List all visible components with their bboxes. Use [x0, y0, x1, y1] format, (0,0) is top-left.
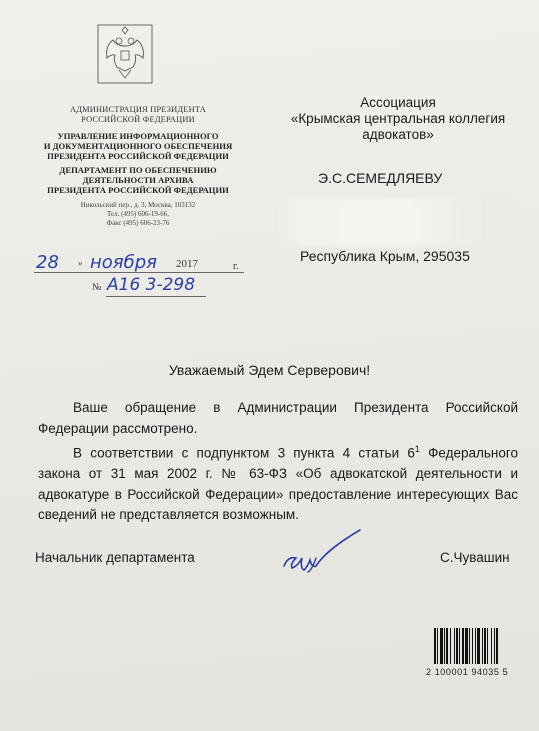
date-mark: »	[78, 258, 83, 268]
barcode-bar	[444, 628, 445, 664]
barcode-bar	[454, 628, 455, 664]
letter-body	[38, 398, 518, 526]
barcode-bar	[440, 628, 443, 664]
sender-dept-3: ПРЕЗИДЕНТА РОССИЙСКОЙ ФЕДЕРАЦИИ	[47, 151, 229, 161]
barcode-bar	[462, 628, 464, 664]
date-year-label: 2017	[176, 258, 198, 270]
barcode-bar	[434, 628, 436, 664]
date-underline	[34, 272, 244, 273]
addressee-region: Республика Крым, 295035	[300, 248, 470, 264]
sender-dept-2: И ДОКУМЕНТАЦИОННОГО ОБЕСПЕЧЕНИЯ	[43, 141, 233, 151]
sender-sub-1: ДЕПАРТАМЕНТ ПО ОБЕСПЕЧЕНИЮ	[59, 165, 217, 175]
addressee-line-1: Ассоциация	[360, 95, 436, 110]
barcode-bar	[475, 628, 476, 664]
body-p2-start: В соответствии с подпунктом 3 пункта 4 статьи 6	[73, 445, 415, 461]
redacted-address	[276, 198, 516, 246]
barcode-bar	[484, 628, 486, 664]
addressee-line-3: адвокатов»	[362, 127, 434, 142]
barcode-bar	[472, 628, 473, 664]
letter-number	[92, 276, 212, 300]
number-underline	[106, 296, 206, 297]
sender-dept-1: УПРАВЛЕНИЕ ИНФОРМАЦИОННОГО	[57, 131, 219, 141]
barcode-bar	[437, 628, 438, 664]
barcode-bar	[450, 628, 451, 664]
addressee-name: Э.С.СЕМЕДЛЯЕВУ	[318, 170, 443, 186]
barcode-bar	[446, 628, 448, 664]
addressee-line-2: «Крымская центральная коллегия	[290, 111, 506, 126]
date-day: 28	[36, 252, 59, 273]
body-paragraph-1: Ваше обращение в Администрации Президента Российской Федерации рассмотрено.	[38, 400, 518, 436]
body-p2-end: Федерального закона от 31 мая 2002 г. № 63-ФЗ «Об адвокатской деятельности и адвокатуре в Российской Федерации» предоставление интересующих Вас сведений не представляется возможным.	[38, 445, 519, 522]
body-p2-superscript: 1	[414, 444, 420, 454]
sender-sub-2: ДЕЯТЕЛЬНОСТИ АРХИВА	[82, 175, 194, 185]
sender-org: АДМИНИСТРАЦИЯ ПРЕЗИДЕНТА	[69, 105, 207, 114]
barcode-image	[432, 626, 522, 666]
sender-sub-3: ПРЕЗИДЕНТА РОССИЙСКОЙ ФЕДЕРАЦИИ	[47, 185, 229, 195]
date-month: ноября	[90, 252, 157, 273]
handwritten-signature	[278, 528, 366, 578]
barcode-bar	[465, 628, 468, 664]
coat-of-arms-emblem	[97, 24, 153, 84]
body-paragraph-2	[38, 439, 518, 526]
sender-fax: Факс (495) 606-23-76	[106, 219, 170, 227]
barcode-number: 2 100001 94035 5	[426, 667, 509, 677]
date-year-suffix: г.	[233, 261, 239, 272]
greeting: Уважаемый Эдем Серверович!	[168, 362, 371, 378]
barcode-bar	[494, 628, 495, 664]
addressee-block	[268, 95, 528, 143]
barcode-bar	[477, 628, 480, 664]
barcode-bar	[482, 628, 483, 664]
number-value: А16 3-298	[107, 275, 196, 295]
barcode-bar	[456, 628, 458, 664]
barcode-bar	[487, 628, 488, 664]
sender-phone: Тел. (495) 606-19-66,	[107, 210, 169, 218]
signature-name: С.Чувашин	[440, 550, 510, 565]
sender-block	[20, 105, 256, 228]
number-label: №	[92, 282, 102, 293]
barcode-bar	[459, 628, 460, 664]
barcode-bar	[496, 628, 498, 664]
barcode-bar	[491, 628, 492, 664]
sender-org-2: РОССИЙСКОЙ ФЕДЕРАЦИИ	[81, 115, 195, 124]
signature-title: Начальник департамента	[35, 550, 195, 565]
barcode-bar	[469, 628, 470, 664]
sender-address: Никольский пер., д. 3, Москва, 103132	[80, 201, 196, 209]
